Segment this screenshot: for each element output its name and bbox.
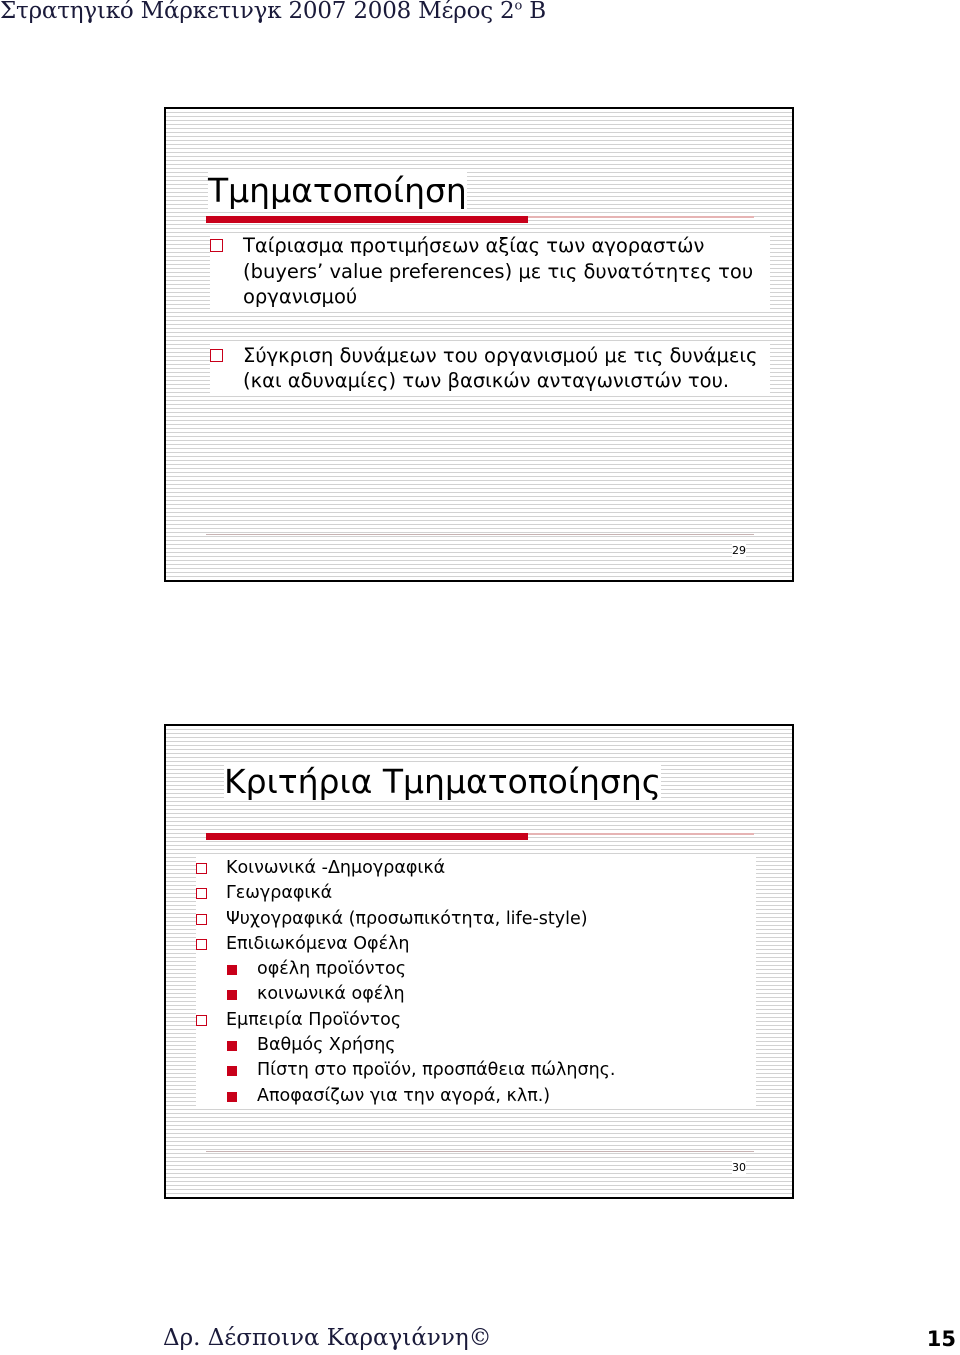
- bullet-item: [196, 907, 756, 932]
- sub-bullet-item: [196, 1033, 756, 1058]
- page-footer-author: Δρ. Δέσποινα Καραγιάννη©: [163, 1325, 492, 1351]
- bullet-item: [196, 1008, 756, 1033]
- bullet-item: [210, 343, 770, 394]
- bullet-list: [196, 856, 756, 1109]
- sub-bullet-item: [196, 957, 756, 982]
- bullet-list: [210, 233, 770, 427]
- hollow-square-bullet-icon: [210, 239, 223, 252]
- bullet-text: Γεωγραφικά: [226, 883, 333, 904]
- filled-square-bullet-icon: [227, 1041, 237, 1051]
- hollow-square-bullet-icon: [196, 939, 207, 950]
- hollow-square-bullet-icon: [210, 349, 223, 362]
- sub-bullet-item: [196, 982, 756, 1007]
- bullet-text: Ψυχογραφικά (προσωπικότητα, life-style): [226, 908, 588, 929]
- bullet-text: Κοινωνικά -Δημογραφικά: [226, 858, 446, 878]
- filled-square-bullet-icon: [227, 1092, 237, 1102]
- bullet-text: Αποφασίζων για την αγορά, κλπ.): [257, 1085, 551, 1106]
- bullet-text: Επιδιωκόμενα Οφέλη: [226, 933, 410, 954]
- slide-footer-rule: [206, 534, 754, 535]
- bullet-text: κοινωνικά οφέλη: [257, 984, 405, 1005]
- hollow-square-bullet-icon: [196, 914, 207, 925]
- header-superscript: ο: [514, 0, 523, 14]
- filled-square-bullet-icon: [227, 990, 237, 1000]
- title-rule: [206, 216, 754, 224]
- bullet-item: [196, 856, 756, 881]
- bullet-text: Βαθμός Χρήσης: [257, 1035, 396, 1056]
- bullet-item: [196, 881, 756, 906]
- hollow-square-bullet-icon: [196, 888, 207, 899]
- bullet-text: Ταίριασμα προτιμήσεων αξίας των αγοραστών (buyers’ value preferences) με τις δυνατότητες του οργανισμού: [243, 234, 754, 308]
- hollow-square-bullet-icon: [196, 863, 207, 874]
- slide-number: 30: [732, 1161, 746, 1174]
- bullet-text: Πίστη στο προϊόν, προσπάθεια πώλησης.: [257, 1060, 616, 1081]
- bullet-text: Σύγκριση δυνάμεων του οργανισμού με τις δυνάμεις (και αδυναμίες) των βασικών ανταγωνιστών του.: [243, 343, 758, 392]
- page-number: 15: [926, 1327, 956, 1351]
- bullet-text: Εμπειρία Προϊόντος: [226, 1009, 402, 1030]
- header-suffix: Β: [522, 0, 546, 24]
- hollow-square-bullet-icon: [196, 1015, 207, 1026]
- filled-square-bullet-icon: [227, 1066, 237, 1076]
- slide-title: Τμηματοποίηση: [208, 171, 467, 210]
- slide-number: 29: [732, 544, 746, 557]
- page-header: [0, 0, 546, 24]
- slide-30: [164, 724, 794, 1199]
- slide-title: Κριτήρια Τμηματοποίησης: [224, 762, 662, 801]
- title-rule: [206, 833, 754, 841]
- filled-square-bullet-icon: [227, 965, 237, 975]
- header-title: Στρατηγικό Μάρκετινγκ 2007 2008 Μέρος 2: [0, 0, 515, 24]
- bullet-text: οφέλη προϊόντος: [257, 959, 406, 980]
- sub-bullet-item: [196, 1084, 756, 1109]
- slide-footer-rule: [206, 1151, 754, 1152]
- sub-bullet-item: [196, 1058, 756, 1083]
- slide-29: [164, 107, 794, 582]
- bullet-item: [196, 932, 756, 957]
- bullet-item: [210, 233, 770, 310]
